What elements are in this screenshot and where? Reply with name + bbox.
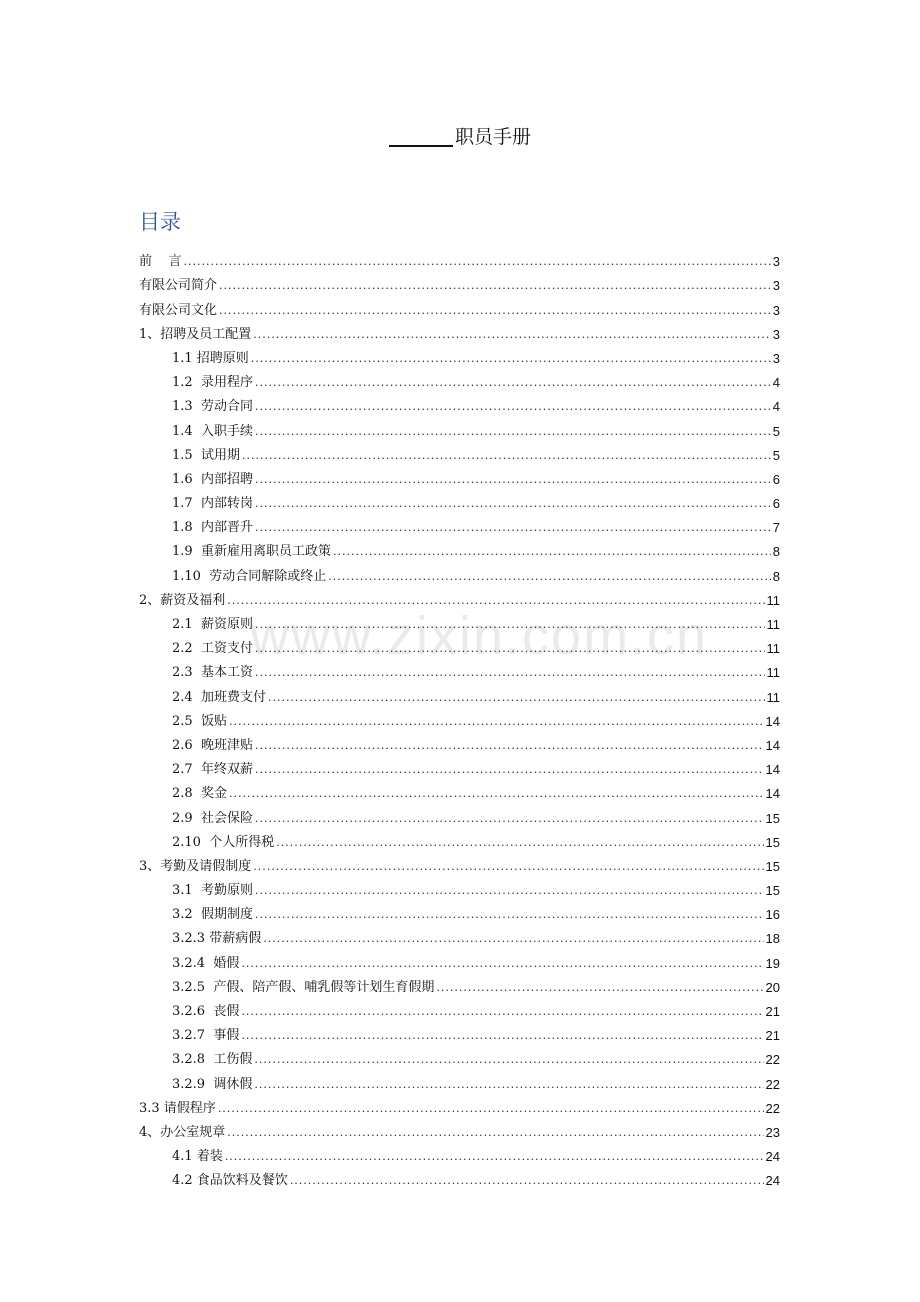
- toc-entry-page: 16: [765, 907, 780, 923]
- toc-entry-page: 11: [766, 665, 780, 681]
- toc-entry[interactable]: [139, 270, 780, 294]
- toc-leader-dots: [241, 1004, 763, 1020]
- toc-entry[interactable]: [139, 972, 780, 996]
- toc-entry-page: 11: [766, 592, 780, 608]
- toc-leader-dots: [253, 859, 763, 875]
- toc-entry-label: 1.7 内部转岗: [172, 496, 253, 512]
- toc-entry-page: 24: [765, 1149, 780, 1165]
- toc-leader-dots: [255, 375, 771, 391]
- toc-entry[interactable]: [139, 730, 780, 754]
- toc-entry[interactable]: [139, 851, 780, 875]
- toc-leader-dots: [268, 690, 765, 706]
- toc-leader-dots: [255, 907, 764, 923]
- toc-entry-page: 8: [772, 568, 780, 584]
- toc-entry[interactable]: [139, 1141, 780, 1165]
- toc-entry-page: 11: [766, 689, 780, 705]
- toc-entry-label: 1.5 试用期: [172, 447, 240, 463]
- toc-entry-page: 24: [765, 1173, 780, 1189]
- toc-entry-label: 3、考勤及请假制度: [139, 858, 252, 874]
- toc-leader-dots: [263, 931, 763, 947]
- toc-entry-label: 1.9 重新雇用离职员工政策: [172, 544, 331, 560]
- toc-entry[interactable]: [139, 923, 780, 947]
- toc-entry-label: 1.8 内部晋升: [172, 520, 253, 536]
- toc-entry-page: 15: [765, 810, 780, 826]
- toc-entry-page: 3: [772, 302, 780, 318]
- toc-entry[interactable]: [139, 440, 780, 464]
- toc-entry[interactable]: [139, 415, 780, 439]
- toc-entry-page: 5: [772, 447, 780, 463]
- toc-leader-dots: [328, 569, 771, 585]
- toc-entry-page: 3: [772, 278, 780, 294]
- toc-entry[interactable]: [139, 802, 780, 826]
- toc-entry[interactable]: [139, 899, 780, 923]
- toc-entry-page: 22: [765, 1100, 780, 1116]
- toc-entry-label: 4.2 食品饮料及餐饮: [172, 1173, 288, 1189]
- toc-entry-label: 2.3 基本工资: [172, 665, 253, 681]
- toc-entry-page: 6: [772, 496, 780, 512]
- toc-leader-dots: [227, 1125, 763, 1141]
- toc-entry-label: 4.1 着装: [172, 1149, 223, 1165]
- toc-entry-label: 4、办公室规章: [139, 1124, 226, 1140]
- toc-entry-page: 6: [772, 471, 780, 487]
- toc-leader-dots: [253, 327, 770, 343]
- toc-entry[interactable]: [139, 1020, 780, 1044]
- toc-entry[interactable]: [139, 657, 780, 681]
- toc-entry[interactable]: [139, 947, 780, 971]
- toc-leader-dots: [242, 448, 771, 464]
- toc-entry-page: 14: [765, 713, 780, 729]
- document-title: [0, 122, 920, 149]
- toc-entry[interactable]: [139, 609, 780, 633]
- toc-entry-page: 23: [765, 1124, 780, 1140]
- toc-leader-dots: [254, 1052, 763, 1068]
- toc-entry[interactable]: [139, 343, 780, 367]
- toc-leader-dots: [255, 399, 771, 415]
- watermark: www.zixin.com.cn: [250, 606, 709, 666]
- toc-leader-dots: [333, 544, 771, 560]
- toc-entry-page: 21: [765, 1028, 780, 1044]
- toc-entry[interactable]: [139, 585, 780, 609]
- toc-entry-page: 3: [772, 350, 780, 366]
- toc-entry-label: 有限公司简介: [139, 278, 218, 294]
- toc-leader-dots: [225, 1149, 764, 1165]
- toc-entry-label: 3.2.6 丧假: [172, 1004, 240, 1019]
- toc-leader-dots: [255, 641, 765, 657]
- toc-entry[interactable]: [139, 1044, 780, 1068]
- toc-entry-label: 1.6 内部招聘: [172, 471, 253, 487]
- toc-entry-label: 2.1 薪资原则: [172, 617, 253, 632]
- toc-entry-page: 21: [765, 1004, 780, 1019]
- toc-entry-page: 8: [772, 544, 780, 560]
- toc-entry-label: 3.3 请假程序: [139, 1100, 216, 1116]
- toc-entry-label: 2.2 工资支付: [172, 641, 253, 657]
- toc-entry-label: 3.2 假期制度: [172, 907, 253, 923]
- toc-entry-label: 2.9 社会保险: [172, 810, 253, 826]
- toc-leader-dots: [184, 254, 771, 270]
- toc-entry[interactable]: [139, 367, 780, 391]
- toc-leader-dots: [290, 1173, 764, 1189]
- toc-leader-dots: [255, 520, 771, 536]
- toc-entry[interactable]: [139, 1068, 780, 1092]
- toc-entry[interactable]: [139, 706, 780, 730]
- toc-leader-dots: [436, 980, 763, 996]
- toc-entry-label: 1.2 录用程序: [172, 375, 253, 391]
- toc-leader-dots: [255, 496, 771, 512]
- toc-entry-label: 2.5 饭贴: [172, 713, 227, 729]
- toc-leader-dots: [251, 351, 771, 367]
- toc-entry[interactable]: [139, 754, 780, 778]
- toc-entry-page: 5: [772, 423, 780, 439]
- toc-entry[interactable]: [139, 488, 780, 512]
- toc-leader-dots: [255, 738, 764, 754]
- toc-entry[interactable]: [139, 536, 780, 560]
- toc-entry-page: 11: [766, 641, 780, 657]
- toc-entry-page: 3: [772, 254, 780, 270]
- document-title-text: 职员手册: [454, 126, 531, 148]
- toc-entry-label: 前 言: [139, 254, 182, 270]
- toc-entry-page: 15: [765, 858, 780, 874]
- toc-entry[interactable]: [139, 1093, 780, 1117]
- toc-leader-dots: [241, 956, 763, 972]
- toc-entry[interactable]: [139, 827, 780, 851]
- toc-entry-page: 7: [772, 520, 780, 536]
- toc-entry[interactable]: [139, 464, 780, 488]
- toc-entry-label: 1、招聘及员工配置: [139, 326, 252, 342]
- toc-entry[interactable]: [139, 294, 780, 318]
- toc-entry-page: 15: [765, 883, 780, 899]
- toc-entry[interactable]: [139, 391, 780, 415]
- toc-leader-dots: [218, 1101, 764, 1117]
- title-blank-line: [389, 125, 453, 147]
- toc-entry-page: 3: [772, 326, 780, 342]
- toc-entry-page: 4: [772, 399, 780, 415]
- toc-entry-page: 18: [765, 931, 780, 947]
- toc-entry-label: 2.7 年终双薪: [172, 762, 253, 778]
- toc-entry[interactable]: [139, 681, 780, 705]
- toc-leader-dots: [255, 883, 764, 899]
- toc-leader-dots: [219, 303, 771, 319]
- toc-leader-dots: [255, 811, 764, 827]
- toc-entry-label: 1.1 招聘原则: [172, 350, 249, 366]
- toc-entry-label: 2.6 晚班津贴: [172, 737, 253, 753]
- toc-entry[interactable]: [139, 778, 780, 802]
- toc-entry-label: 2.10 个人所得税: [172, 834, 275, 850]
- toc-entry-label: 3.2.3 带薪病假: [172, 931, 262, 947]
- toc-leader-dots: [219, 278, 771, 294]
- toc-entry[interactable]: [139, 319, 780, 343]
- toc-entry-label: 3.2.7 事假: [172, 1028, 240, 1044]
- toc-entry-label: 1.4 入职手续: [172, 423, 253, 439]
- toc-leader-dots: [241, 1028, 763, 1044]
- toc-entry-label: 3.2.9 调休假: [172, 1076, 253, 1092]
- toc-entry-label: 2.8 奖金: [172, 786, 227, 802]
- toc-leader-dots: [255, 472, 771, 488]
- toc-entry-label: 3.2.8 工伤假: [172, 1052, 253, 1068]
- toc-leader-dots: [255, 762, 764, 778]
- toc-entry[interactable]: [139, 1165, 780, 1189]
- toc-leader-dots: [254, 1077, 763, 1093]
- toc-entry-label: 2、薪资及福利: [139, 592, 226, 608]
- toc-entry-page: 22: [765, 1052, 780, 1068]
- toc-entry-label: 3.1 考勤原则: [172, 883, 253, 899]
- toc-entry-page: 4: [772, 375, 780, 391]
- table-of-contents: [139, 246, 780, 1189]
- toc-leader-dots: [255, 424, 771, 440]
- toc-entry-label: 3.2.4 婚假: [172, 955, 240, 971]
- toc-entry-page: 19: [765, 955, 780, 971]
- toc-entry-page: 22: [765, 1076, 780, 1092]
- toc-leader-dots: [255, 617, 765, 633]
- toc-leader-dots: [229, 786, 764, 802]
- toc-entry-label: 有限公司文化: [139, 302, 218, 318]
- toc-entry-page: 15: [765, 834, 780, 850]
- toc-entry[interactable]: [139, 996, 780, 1020]
- toc-entry[interactable]: [139, 633, 780, 657]
- toc-entry-page: 11: [766, 617, 780, 632]
- toc-entry-page: 14: [765, 737, 780, 753]
- toc-leader-dots: [229, 714, 764, 730]
- toc-leader-dots: [255, 665, 765, 681]
- toc-entry-label: 3.2.5 产假、陪产假、哺乳假等计划生育假期: [172, 979, 435, 995]
- toc-entry-page: 14: [765, 786, 780, 802]
- toc-entry[interactable]: [139, 246, 780, 270]
- toc-entry[interactable]: [139, 512, 780, 536]
- toc-entry[interactable]: [139, 560, 780, 584]
- toc-entry[interactable]: [139, 875, 780, 899]
- toc-entry-page: 14: [765, 762, 780, 778]
- toc-entry[interactable]: [139, 1117, 780, 1141]
- toc-leader-dots: [227, 593, 764, 609]
- toc-leader-dots: [276, 835, 763, 851]
- toc-entry-label: 1.10 劳动合同解除或终止: [172, 568, 327, 584]
- toc-entry-label: 1.3 劳动合同: [172, 399, 253, 415]
- toc-entry-page: 20: [765, 979, 780, 995]
- toc-heading: 目录: [139, 210, 181, 234]
- toc-entry-label: 2.4 加班费支付: [172, 689, 266, 705]
